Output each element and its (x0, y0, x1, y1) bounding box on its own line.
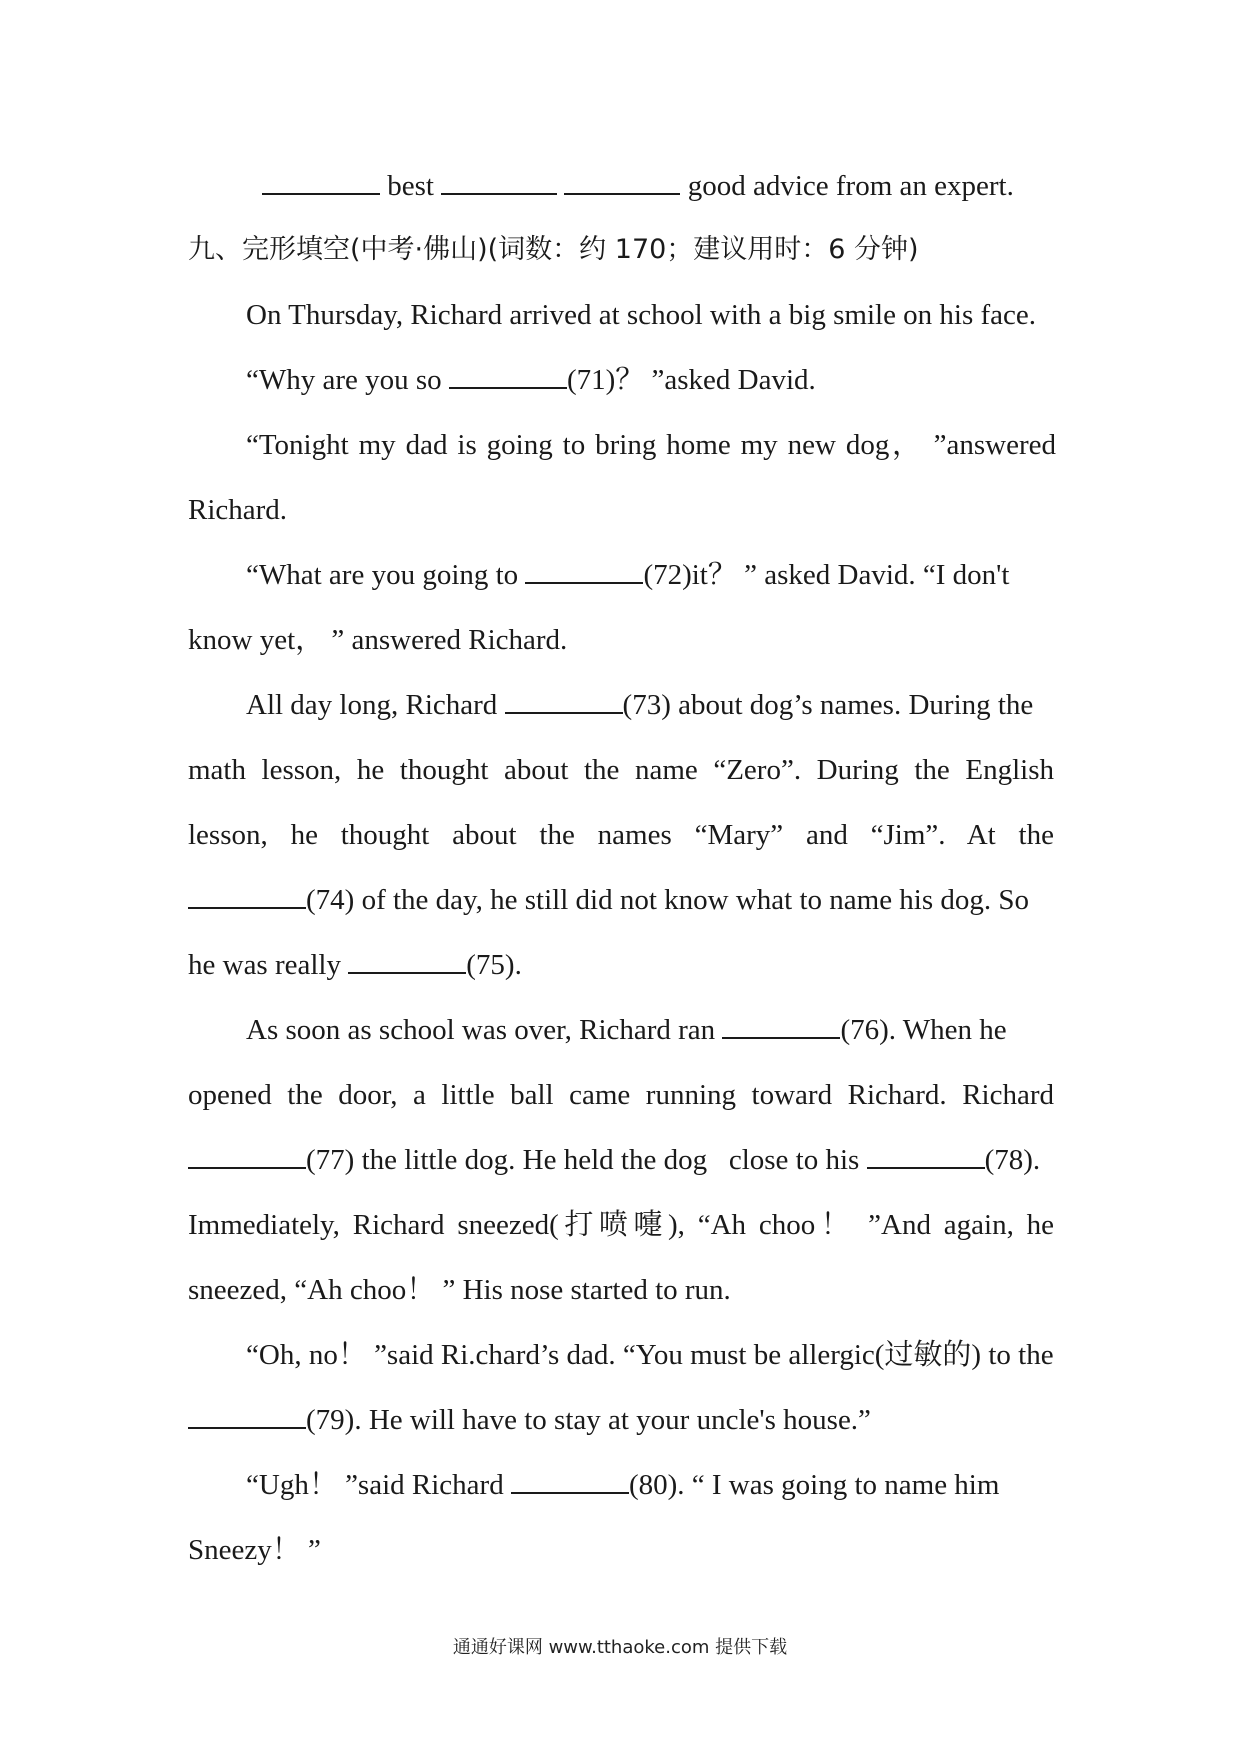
blank-78 (867, 1145, 985, 1169)
passage-line: Sneezy！ ” (188, 1534, 321, 1566)
passage-line: “Oh, no！ ”said Ri.chard’s dad. “You must be allergic(过敏的) to the (246, 1339, 1054, 1371)
text-run: (74) of the day, he still did not know what to name his dog. So (306, 884, 1030, 916)
passage-line (246, 1010, 1007, 1050)
passage-line (246, 360, 816, 400)
blank (564, 171, 680, 195)
passage-line: lesson, he thought about the names “Mary” and “Jim”. At the (188, 819, 1054, 851)
text-run: (73) about dog’s names. During the (622, 689, 1034, 721)
text-run: (71)？ ”asked David. (566, 364, 816, 396)
footer-watermark: 通通好课网 www.tthaoke.com 提供下载 (452, 1637, 788, 1658)
passage-line: “Tonight my dad is going to bring home my new dog， ”answered (246, 429, 1056, 461)
blank-76 (722, 1015, 840, 1039)
text-run: “Why are you so (246, 364, 449, 396)
text-run: (78). (984, 1144, 1041, 1176)
passage-line (188, 945, 522, 985)
top-line (262, 166, 1014, 206)
passage-line (188, 1400, 871, 1440)
text-run: As soon as school was over, Richard ran (246, 1014, 723, 1046)
blank-79 (188, 1405, 306, 1429)
top-line-word: best (387, 170, 434, 202)
passage-line (188, 880, 1029, 920)
top-line-tail: good advice from an expert. (687, 170, 1014, 202)
passage-line (188, 1140, 1040, 1180)
passage-line (246, 1465, 999, 1505)
blank-77 (188, 1145, 306, 1169)
blank-73 (505, 690, 623, 714)
text-run: he was really (188, 949, 349, 981)
passage-line: math lesson, he thought about the name “Zero”. During the English (188, 754, 1054, 786)
passage-line: know yet， ” answered Richard. (188, 624, 568, 656)
text-run: (79). He will have to stay at your uncle's house.” (306, 1404, 871, 1436)
text-run: (76). When he (840, 1014, 1007, 1046)
text-run: (77) the little dog. He held the dog close to his (306, 1144, 867, 1176)
passage-line (246, 555, 1009, 595)
passage-line: sneezed, “Ah choo！ ” His nose started to run. (188, 1274, 731, 1306)
blank-72 (525, 560, 643, 584)
blank (262, 171, 380, 195)
passage-line: Richard. (188, 494, 288, 526)
blank-75 (348, 950, 466, 974)
blank (441, 171, 557, 195)
text-run: “Ugh！ ”said Richard (246, 1469, 511, 1501)
passage-line: opened the door, a little ball came running toward Richard. Richard (188, 1079, 1054, 1111)
passage-line: On Thursday, Richard arrived at school with a big smile on his face. (246, 299, 1037, 331)
text-run: (80). “ I was going to name him (628, 1469, 1000, 1501)
blank-80 (511, 1470, 629, 1494)
section-heading: 九、完形填空(中考·佛山)(词数：约 170；建议用时：6 分钟) (188, 234, 919, 265)
passage-line (246, 685, 1033, 725)
text-run: (75). (466, 949, 522, 981)
passage-line: Immediately, Richard sneezed(打喷嚏), “Ah choo！ ”And again, he (188, 1209, 1054, 1241)
blank-71 (449, 365, 567, 389)
text-run: (72)it？ ” asked David. “I don't (643, 559, 1010, 591)
text-run: All day long, Richard (246, 689, 505, 721)
blank-74 (188, 885, 306, 909)
text-run: “What are you going to (246, 559, 526, 591)
